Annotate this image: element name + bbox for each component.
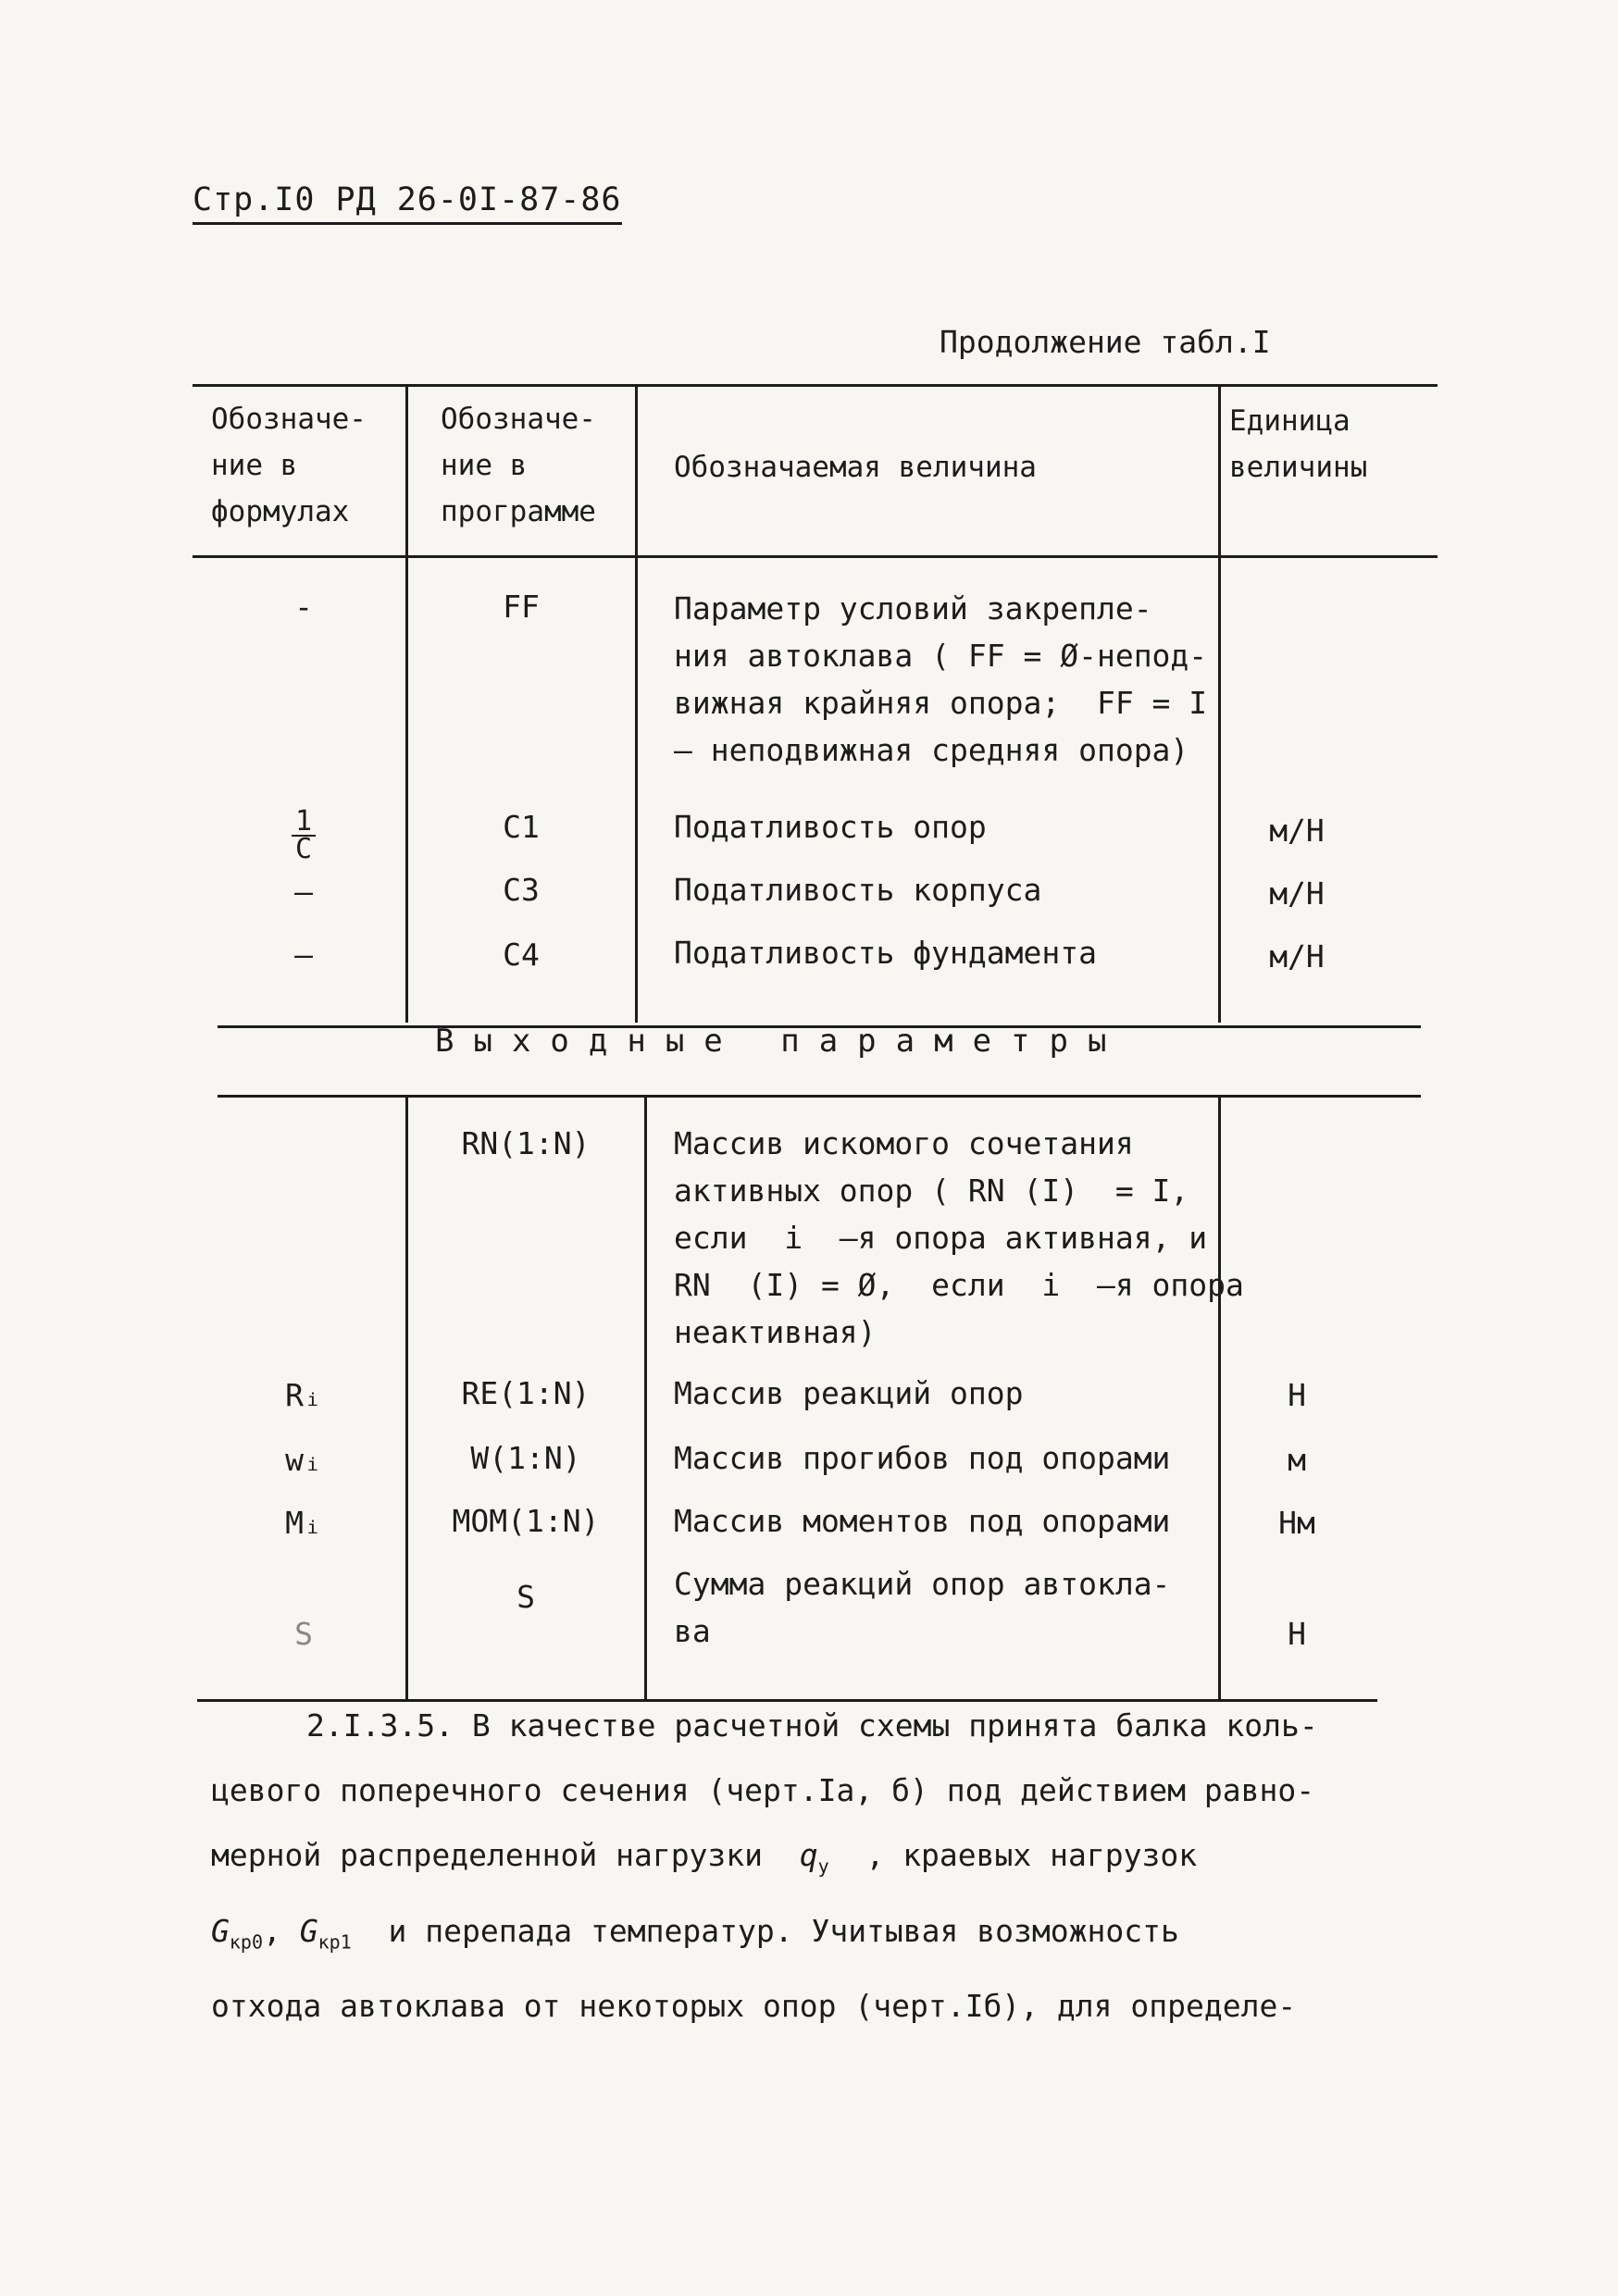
- unit-c3: м/Н: [1269, 875, 1325, 912]
- quantity-w: Массив прогибов под опорами: [674, 1440, 1171, 1476]
- unit-s: Н: [1288, 1616, 1306, 1652]
- col-header-quantity: Обозначаемая величина: [674, 451, 1037, 484]
- formula-c1: $\frac{1}{C}$: [211, 796, 396, 863]
- unit-c1: м/Н: [1269, 813, 1325, 849]
- formula-c4: –: [294, 937, 313, 973]
- quantity-c3: Податливость корпуса: [674, 872, 1042, 908]
- col-header-unit: Единица величины: [1229, 404, 1368, 484]
- program-re: RE(1:N): [461, 1375, 591, 1411]
- symbol-q: $q_y$: [799, 1837, 829, 1878]
- formula-w: wᵢ: [285, 1442, 322, 1478]
- formula-mom: Mᵢ: [285, 1505, 322, 1541]
- page-header: Стр.I0 РД 26-0I-87-86: [193, 181, 622, 225]
- quantity-rn: Массив искомого сочетания активных опор ( RN (I) = I, если i –я опора активная, и RN (I) = Ø, если i –я опора неактивная): [674, 1125, 1244, 1350]
- formula-c3: –: [294, 874, 313, 910]
- symbol-g0: $G_{кр0}$: [211, 1912, 263, 1954]
- quantity-mom: Массив моментов под опорами: [674, 1503, 1171, 1539]
- quantity-c1: Податливость опор: [674, 809, 987, 845]
- program-rn: RN(1:N): [461, 1125, 591, 1161]
- program-ff: FF: [503, 589, 540, 625]
- symbol-g1: $G_{кр1}$: [299, 1912, 352, 1954]
- program-c4: C4: [503, 937, 540, 973]
- paragraph-number: 2.I.3.5.: [306, 1707, 454, 1744]
- quantity-s: Сумма реакций опор автокла- ва: [674, 1566, 1171, 1649]
- program-c3: C3: [503, 872, 540, 908]
- col-header-program: Обозначе- ние в программе: [441, 403, 596, 528]
- formula-ff: -: [294, 589, 313, 625]
- formula-s: S: [294, 1616, 313, 1652]
- unit-mom: Нм: [1278, 1505, 1315, 1541]
- program-w: W(1:N): [470, 1440, 581, 1476]
- program-mom: MOM(1:N): [452, 1503, 600, 1539]
- section-title: Выходные параметры: [435, 1023, 1126, 1060]
- table-caption: Продолжение табл.I: [940, 324, 1271, 360]
- quantity-re: Массив реакций опор: [674, 1375, 1024, 1411]
- unit-re: Н: [1288, 1377, 1306, 1413]
- col-header-formula: Обозначе- ние в формулах: [211, 403, 367, 528]
- quantity-ff: Параметр условий закрепле- ния автоклава ( FF = Ø-непод- вижная крайняя опора; FF = I – неподвижная средняя опора): [674, 590, 1208, 768]
- unit-w: м: [1288, 1442, 1306, 1478]
- quantity-c4: Податливость фундамента: [674, 935, 1097, 971]
- program-s: S: [517, 1579, 535, 1615]
- paragraph-2-1-3-5: 2.I.3.5. В качестве расчетной схемы принята балка коль- цевого поперечного сечения (черт.Iа, б) под действием равно- мерной распределенной нагрузки $q_y$ , краевых нагрузок $G_{кр0}$, $G_{кр1}$ и перепада температур. Учитывая возможность отхода автоклава от некоторых опор (черт.Iб), для определе-: [211, 1707, 1318, 2025]
- program-c1: C1: [503, 809, 540, 845]
- unit-c4: м/Н: [1269, 938, 1325, 974]
- formula-re: Rᵢ: [285, 1377, 322, 1413]
